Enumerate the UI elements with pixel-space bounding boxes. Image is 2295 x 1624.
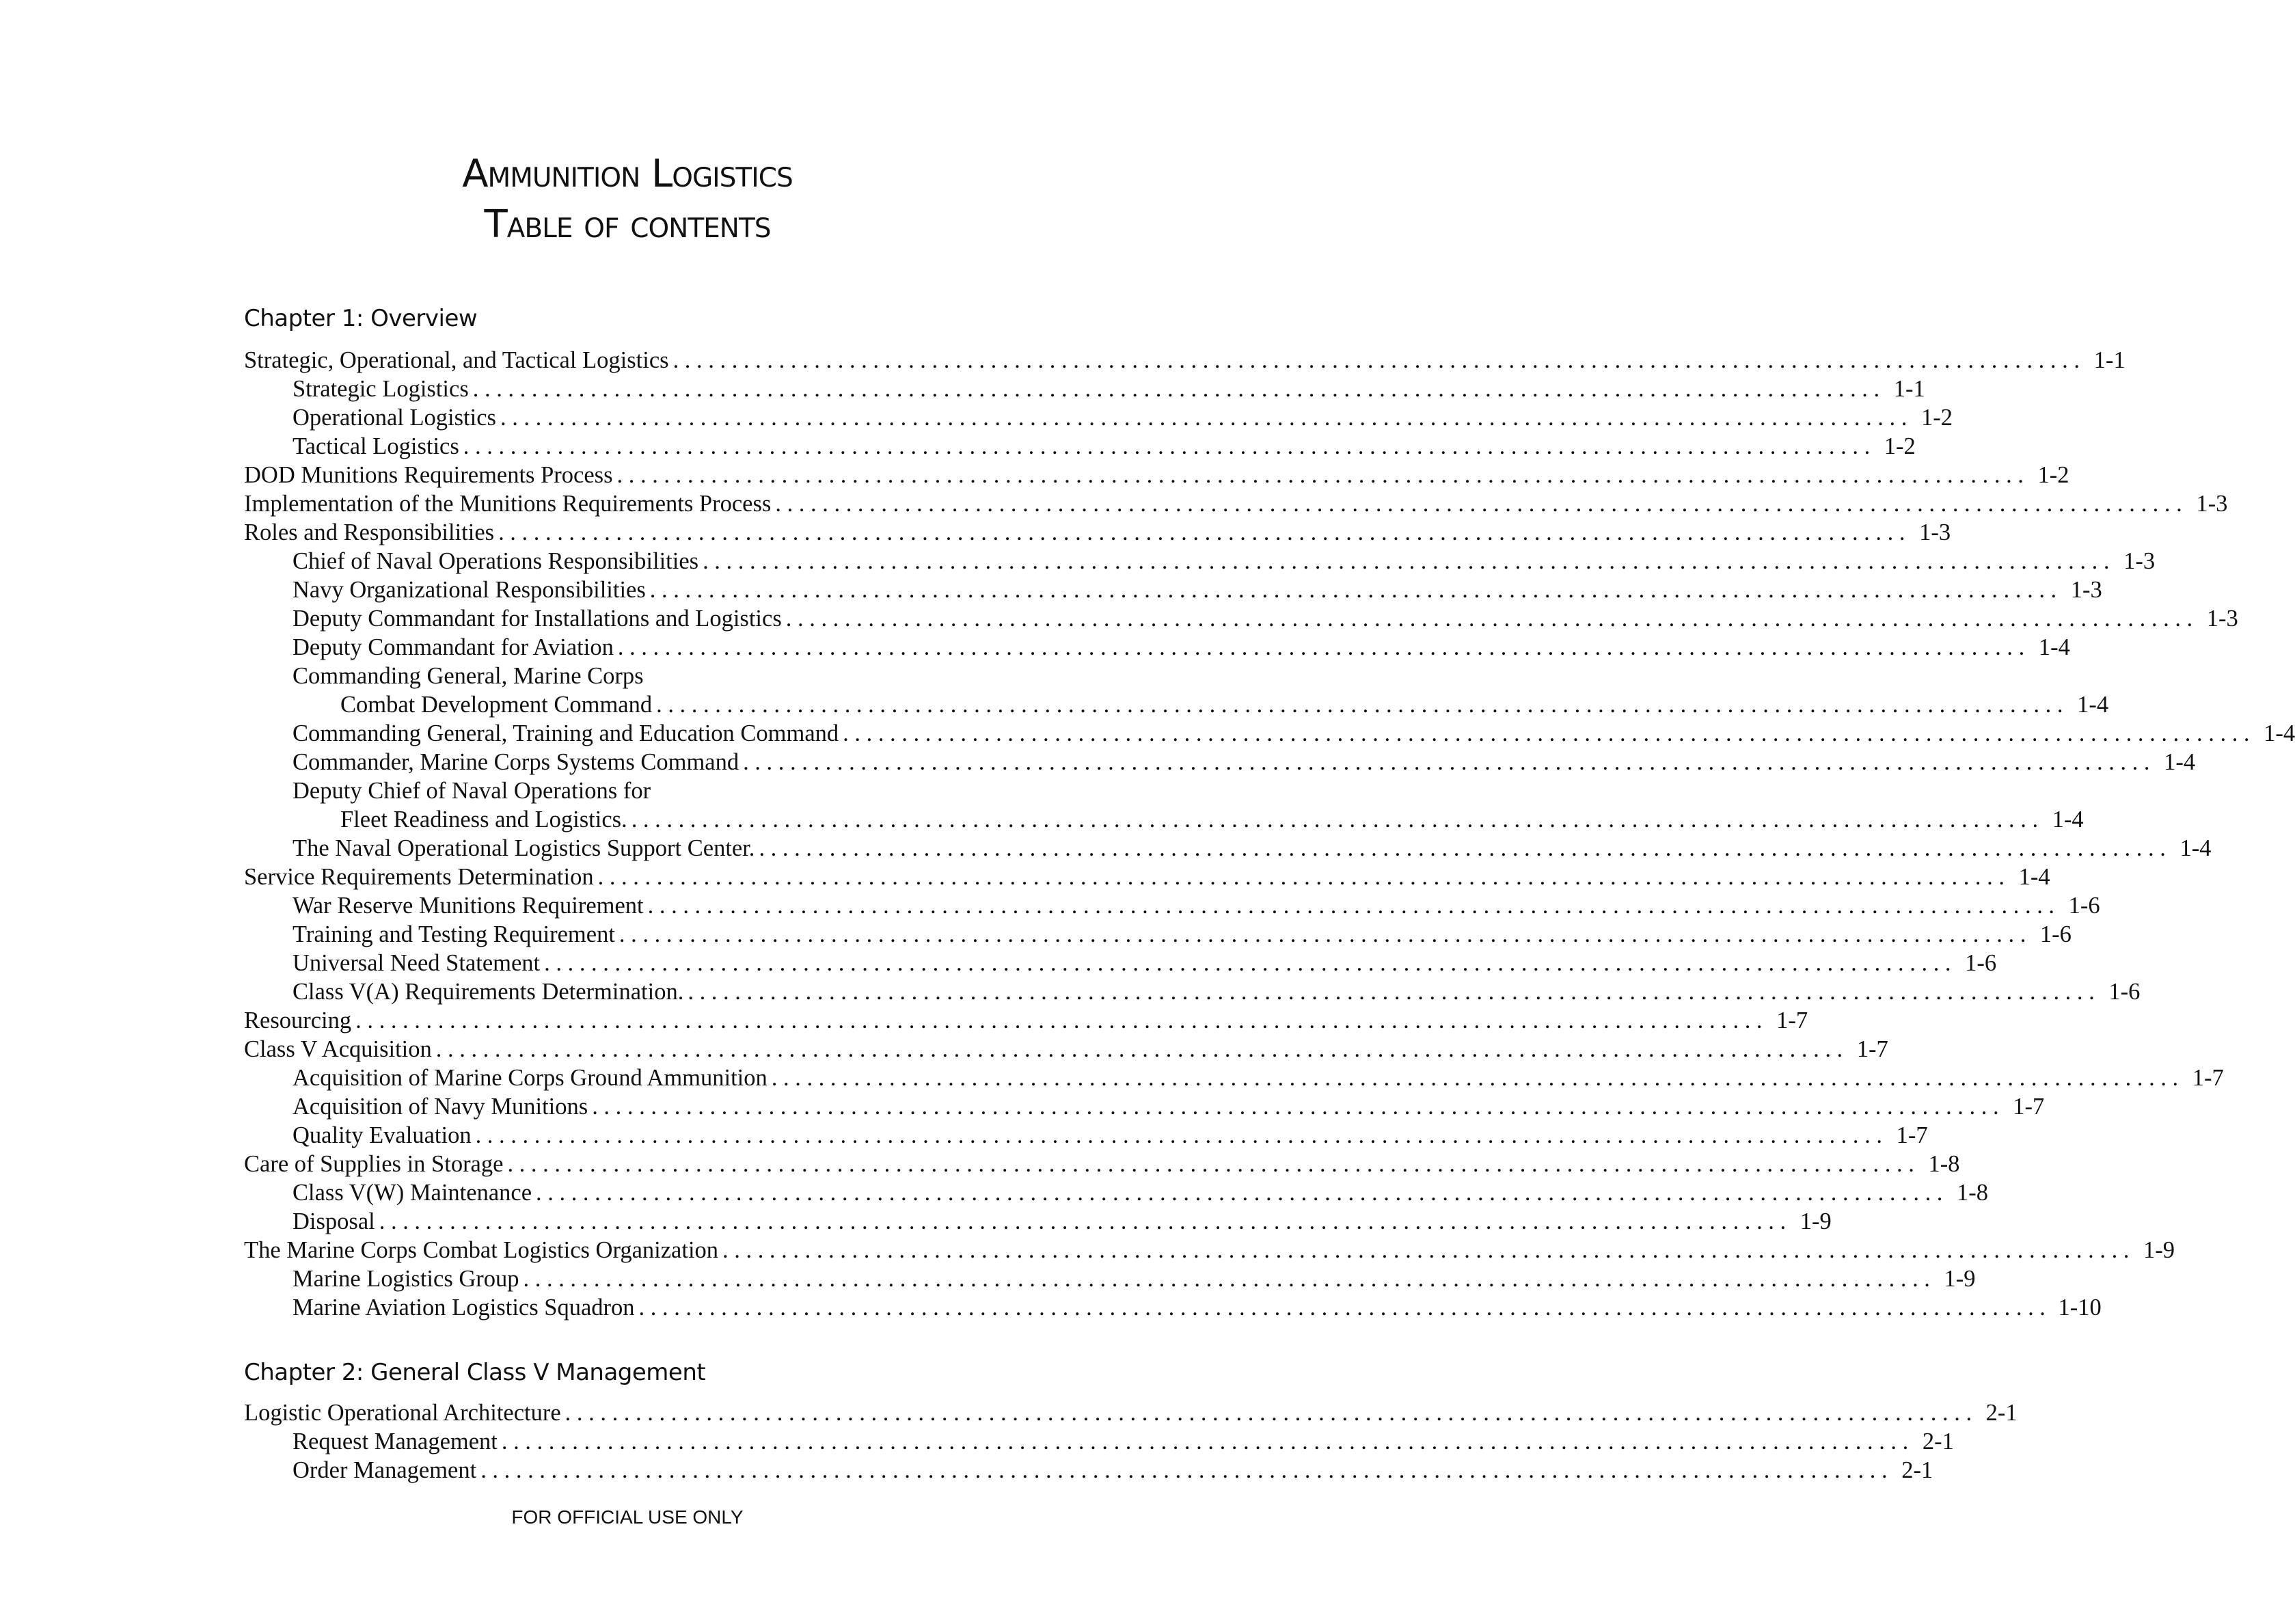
toc-entry-page-number: 1-9 <box>1944 1266 1976 1292</box>
toc-entry[interactable] <box>244 1121 1928 1150</box>
toc-entry-page-number: 1-4 <box>2264 720 2295 746</box>
toc-entry-page-number: 1-4 <box>2052 807 2084 833</box>
toc-entry[interactable] <box>244 977 2141 1006</box>
toc-entry[interactable] <box>244 920 2072 949</box>
toc-dot-leader: ........................................................................................................................ <box>500 405 1913 431</box>
toc-entry[interactable] <box>244 690 2109 719</box>
toc-entry-title: Quality Evaluation <box>293 1121 476 1150</box>
toc-entry-page-number: 1-3 <box>2123 548 2156 574</box>
toc-entry[interactable] <box>244 432 1916 461</box>
toc-entry-title: Strategic Logistics <box>293 375 473 403</box>
toc-entry-page-number: 1-3 <box>2196 491 2228 517</box>
toc-dot-leader: ........................................................................................................................ <box>616 462 2030 488</box>
toc-entry-title: Acquisition of Marine Corps Ground Ammunition <box>293 1064 772 1092</box>
toc-entry-page-number: 1-4 <box>2179 835 2212 861</box>
toc-entry[interactable] <box>244 805 2084 834</box>
toc-entry-title: The Naval Operational Logistics Support Center. <box>293 834 759 863</box>
toc-entry[interactable] <box>244 489 2228 518</box>
toc-entry-title: Fleet Readiness and Logistics. <box>340 805 632 834</box>
toc-entry[interactable] <box>244 719 2295 748</box>
toc-entry-title: War Reserve Munitions Requirement <box>293 891 648 920</box>
toc-dot-leader: ........................................................................................................................ <box>597 864 2011 890</box>
toc-dot-leader: ........................................................................................................................ <box>673 347 2086 373</box>
toc-entry[interactable] <box>244 1207 1832 1236</box>
toc-entry[interactable] <box>244 834 2212 863</box>
toc-entry[interactable] <box>244 547 2156 576</box>
document-title-line-2: Table of contents <box>484 202 771 247</box>
toc-entry-page-number: 1-7 <box>1776 1007 1808 1033</box>
toc-entry-page-number: 1-7 <box>1856 1036 1888 1062</box>
toc-entry-title: Commander, Marine Corps Systems Command <box>293 748 743 776</box>
toc-entry-page-number: 1-3 <box>2070 577 2102 603</box>
toc-dot-leader: ........................................................................................................................ <box>355 1007 1769 1033</box>
toc-entry[interactable] <box>244 1178 1989 1207</box>
toc-entry-title: Marine Aviation Logistics Squadron <box>293 1293 639 1322</box>
toc-entry-title: Navy Organizational Responsibilities <box>293 576 650 604</box>
toc-dot-leader: ........................................................................................................................ <box>649 577 2063 603</box>
toc-entry-title: Chief of Naval Operations Responsibilities <box>293 547 703 576</box>
toc-entry-title: Deputy Chief of Naval Operations for <box>293 776 655 805</box>
toc-entry[interactable] <box>244 576 2102 604</box>
toc-dot-leader: ........................................................................................................................ <box>688 979 2101 1005</box>
toc-entry[interactable] <box>244 1150 1960 1178</box>
toc-entry-page-number: 1-4 <box>2164 749 2196 775</box>
toc-entry-page-number: 1-6 <box>1965 950 1997 976</box>
toc-dot-leader: ........................................................................................................................ <box>775 491 2188 517</box>
toc-entry-page-number: 1-7 <box>2013 1094 2045 1120</box>
toc-entry-page-number: 1-7 <box>1896 1122 1928 1148</box>
toc-entry-title: Order Management <box>293 1456 480 1485</box>
chapter-2-heading: Chapter 2: General Class V Management <box>244 1359 706 1386</box>
toc-entry[interactable] <box>244 748 2196 776</box>
toc-dot-leader: ........................................................................................................................ <box>435 1036 1849 1062</box>
toc-entry[interactable] <box>244 1264 1976 1293</box>
toc-entry[interactable] <box>244 1236 2175 1264</box>
toc-dot-leader: ........................................................................................................................ <box>472 376 1886 402</box>
toc-entry-title: Class V(W) Maintenance <box>293 1178 536 1207</box>
toc-entry-title: Tactical Logistics <box>293 432 463 461</box>
toc-entry-title: Combat Development Command <box>340 690 656 719</box>
toc-entry[interactable] <box>244 1398 2018 1427</box>
toc-entry-title: Resourcing <box>244 1006 355 1035</box>
toc-entry-title: Care of Supplies in Storage <box>244 1150 507 1178</box>
toc-entry[interactable] <box>244 776 1022 805</box>
toc-dot-leader: ........................................................................................................................ <box>647 893 2061 919</box>
toc-entry-title: Request Management <box>293 1427 502 1456</box>
toc-dot-leader: ........................................................................................................................ <box>785 606 2199 632</box>
toc-entry[interactable] <box>244 949 1997 977</box>
toc-dot-leader: ........................................................................................................................ <box>463 433 1876 459</box>
toc-entry-page-number: 1-4 <box>2038 634 2070 660</box>
toc-entry-title: Acquisition of Navy Munitions <box>293 1092 592 1121</box>
toc-entry-title: Service Requirements Determination <box>244 863 598 891</box>
toc-dot-leader: ........................................................................................................................ <box>592 1094 2005 1120</box>
toc-dot-leader: ........................................................................................................................ <box>379 1208 1792 1234</box>
toc-entry-page-number: 1-8 <box>1957 1180 1989 1206</box>
toc-entry-title: Operational Logistics <box>293 403 500 432</box>
toc-entry-title: Deputy Commandant for Installations and Logistics <box>293 604 786 633</box>
toc-entry[interactable] <box>244 461 2069 489</box>
toc-entry-page-number: 1-3 <box>2206 606 2238 632</box>
toc-entry[interactable] <box>244 1035 1888 1064</box>
toc-entry[interactable] <box>244 346 2126 375</box>
toc-dot-leader: ........................................................................................................................ <box>656 692 2069 718</box>
toc-entry-page-number: 1-3 <box>1919 519 1951 545</box>
toc-entry-title: Training and Testing Requirement <box>293 920 619 949</box>
document-title <box>0 149 1255 250</box>
toc-entry[interactable] <box>244 375 1925 403</box>
toc-entry-page-number: 1-4 <box>2018 864 2050 890</box>
toc-dot-leader: ........................................................................................................................ <box>843 720 2256 746</box>
toc-dot-leader: ........................................................................................................................ <box>703 548 2116 574</box>
toc-entry-page-number: 2-1 <box>1901 1457 1933 1483</box>
toc-entry-page-number: 1-8 <box>1928 1151 1960 1177</box>
toc-dot-leader: ........................................................................................................................ <box>544 950 1957 976</box>
chapter-1-toc-list <box>244 346 2295 1322</box>
toc-entry-title: Logistic Operational Architecture <box>244 1398 565 1427</box>
toc-entry-title: Commanding General, Marine Corps <box>293 662 648 690</box>
toc-dot-leader: ........................................................................................................................ <box>743 749 2156 775</box>
toc-entry[interactable] <box>244 1092 2045 1121</box>
toc-entry-title: Roles and Responsibilities <box>244 518 498 547</box>
toc-entry-title: Universal Need Statement <box>293 949 544 977</box>
chapter-2-toc-list <box>244 1398 2018 1485</box>
toc-dot-leader: ........................................................................................................................ <box>631 807 2044 833</box>
toc-dot-leader: ........................................................................................................................ <box>523 1266 1936 1292</box>
document-title-line-1: Ammunition Logistics <box>462 152 793 196</box>
toc-entry-title: Commanding General, Training and Education Command <box>293 719 843 748</box>
toc-entry[interactable] <box>244 1064 2224 1092</box>
toc-entry-page-number: 1-2 <box>2037 462 2069 488</box>
toc-dot-leader: ........................................................................................................................ <box>536 1180 1949 1206</box>
toc-entry-page-number: 1-2 <box>1920 405 1953 431</box>
toc-entry[interactable] <box>244 1456 1933 1485</box>
toc-entry-title: Strategic, Operational, and Tactical Logistics <box>244 346 673 375</box>
toc-entry[interactable] <box>244 403 1953 432</box>
toc-entry-page-number: 1-9 <box>1800 1208 1832 1234</box>
chapter-1-heading: Chapter 1: Overview <box>244 305 478 332</box>
toc-entry[interactable] <box>244 518 1951 547</box>
toc-entry-page-number: 1-9 <box>2143 1237 2175 1263</box>
toc-entry-title: Marine Logistics Group <box>293 1264 524 1293</box>
toc-dot-leader: ........................................................................................................................ <box>501 1429 1914 1454</box>
footer-classification: FOR OFFICIAL USE ONLY <box>511 1506 744 1528</box>
toc-entry[interactable] <box>244 863 2050 891</box>
toc-entry-page-number: 2-1 <box>1922 1429 1954 1454</box>
toc-entry-title: The Marine Corps Combat Logistics Organization <box>244 1236 722 1264</box>
toc-entry-page-number: 1-10 <box>2058 1295 2102 1321</box>
toc-entry-page-number: 1-1 <box>1893 376 1925 402</box>
toc-entry[interactable] <box>244 1427 1954 1456</box>
toc-dot-leader: ........................................................................................................................ <box>475 1122 1888 1148</box>
toc-entry[interactable] <box>244 1293 2102 1322</box>
toc-entry[interactable] <box>244 604 2238 633</box>
toc-entry-title: Implementation of the Munitions Requirements Process <box>244 489 775 518</box>
toc-dot-leader: ........................................................................................................................ <box>759 835 2172 861</box>
toc-entry-page-number: 1-1 <box>2093 347 2126 373</box>
toc-dot-leader: ........................................................................................................................ <box>619 921 2032 947</box>
toc-entry-page-number: 1-6 <box>2039 921 2072 947</box>
toc-entry-title: Disposal <box>293 1207 379 1236</box>
toc-entry-title: Class V(A) Requirements Determination. <box>293 977 688 1006</box>
toc-entry-page-number: 1-7 <box>2192 1065 2224 1091</box>
toc-entry-page-number: 2-1 <box>1985 1400 2018 1426</box>
toc-entry-page-number: 1-2 <box>1884 433 1916 459</box>
toc-entry[interactable] <box>244 891 2100 920</box>
toc-entry-title: Class V Acquisition <box>244 1035 436 1064</box>
toc-entry[interactable] <box>244 1006 1808 1035</box>
toc-entry[interactable] <box>244 633 2070 662</box>
toc-dot-leader: ........................................................................................................................ <box>498 519 1912 545</box>
toc-dot-leader: ........................................................................................................................ <box>507 1151 1920 1177</box>
toc-entry-title: DOD Munitions Requirements Process <box>244 461 617 489</box>
toc-entry-page-number: 1-6 <box>2108 979 2141 1005</box>
toc-entry-page-number: 1-4 <box>2077 692 2109 718</box>
toc-dot-leader: ........................................................................................................................ <box>617 634 2031 660</box>
toc-dot-leader: ........................................................................................................................ <box>771 1065 2184 1091</box>
toc-entry-title: Deputy Commandant for Aviation <box>293 633 618 662</box>
toc-entry[interactable] <box>244 662 1022 690</box>
toc-dot-leader: ........................................................................................................................ <box>565 1400 1978 1426</box>
toc-dot-leader: ........................................................................................................................ <box>638 1295 2052 1321</box>
toc-dot-leader: ........................................................................................................................ <box>480 1457 1894 1483</box>
toc-entry-page-number: 1-6 <box>2068 893 2100 919</box>
toc-dot-leader: ........................................................................................................................ <box>722 1237 2136 1263</box>
